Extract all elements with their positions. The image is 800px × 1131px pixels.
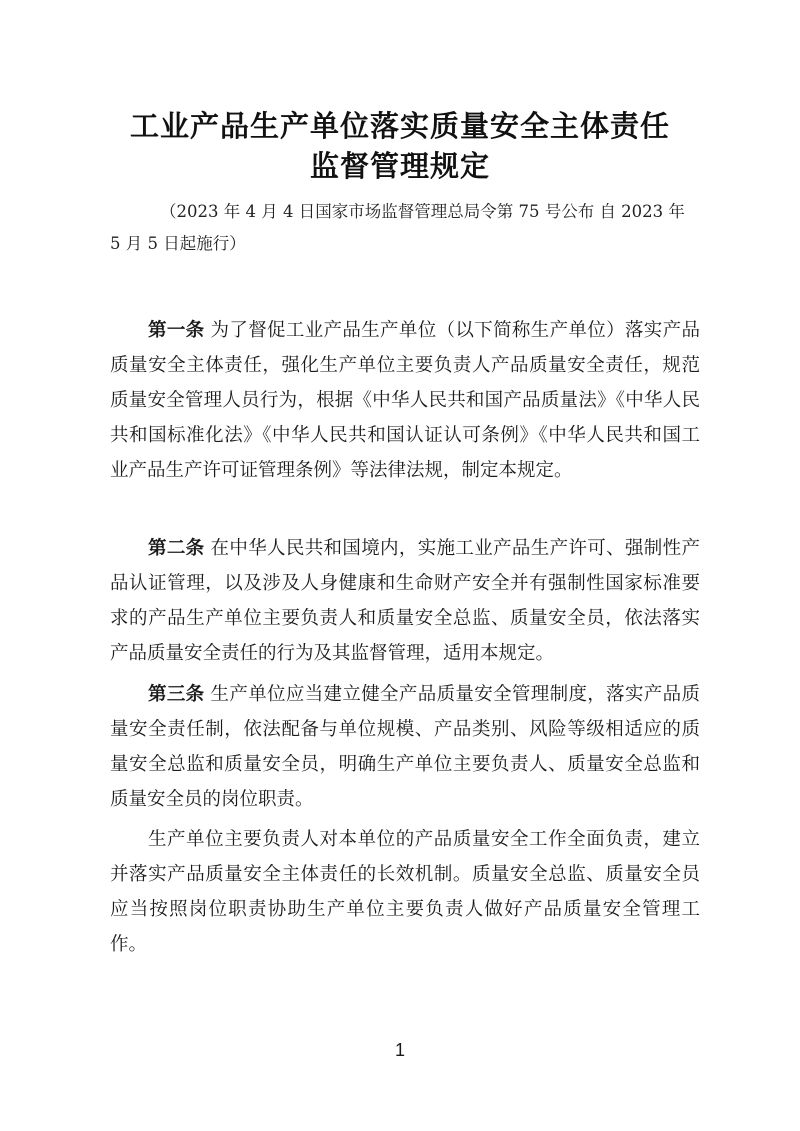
document-title-line-1: 工业产品生产单位落实质量安全主体责任	[129, 109, 670, 143]
page-number: 1	[394, 1040, 405, 1060]
article-3-heading: 第三条	[148, 684, 205, 705]
article-1	[110, 313, 700, 488]
article-2	[110, 531, 700, 671]
document-title-line-2: 监督管理规定	[309, 149, 490, 183]
article-3	[110, 677, 700, 817]
article-1-text: 为了督促工业产品生产单位（以下简称生产单位）落实产品质量安全主体责任，强化生产单位主要负责人产品质量安全责任，规范质量安全管理人员行为，根据《中华人民共和国产品质量法》《中华人民共和国标准化法》《中华人民共和国认证认可条例》《中华人民共和国工业产品生产许可证管理条例》等法律法规，制定本规定。	[110, 320, 700, 481]
article-1-heading: 第一条	[148, 320, 205, 341]
article-3-paragraph-2: 生产单位主要负责人对本单位的产品质量安全工作全面负责，建立并落实产品质量安全主体责任的长效机制。质量安全总监、质量安全员应当按照岗位职责协助生产单位主要负责人做好产品质量安全管理工作。	[110, 829, 700, 955]
article-2-text: 在中华人民共和国境内，实施工业产品生产许可、强制性产品认证管理，以及涉及人身健康和生命财产安全并有强制性国家标准要求的产品生产单位主要负责人和质量安全总监、质量安全员，依法落实产品质量安全责任的行为及其监督管理，适用本规定。	[110, 538, 700, 664]
promulgation-note: （2023 年 4 月 4 日国家市场监督管理总局令第 75 号公布 自 2023 年 5 月 5 日起施行）	[110, 202, 685, 253]
article-2-heading: 第二条	[148, 538, 205, 559]
article-3-text: 生产单位应当建立健全产品质量安全管理制度，落实产品质量安全责任制，依法配备与单位规模、产品类别、风险等级相适应的质量安全总监和质量安全员，明确生产单位主要负责人、质量安全总监和质量安全员的岗位职责。	[110, 684, 700, 810]
